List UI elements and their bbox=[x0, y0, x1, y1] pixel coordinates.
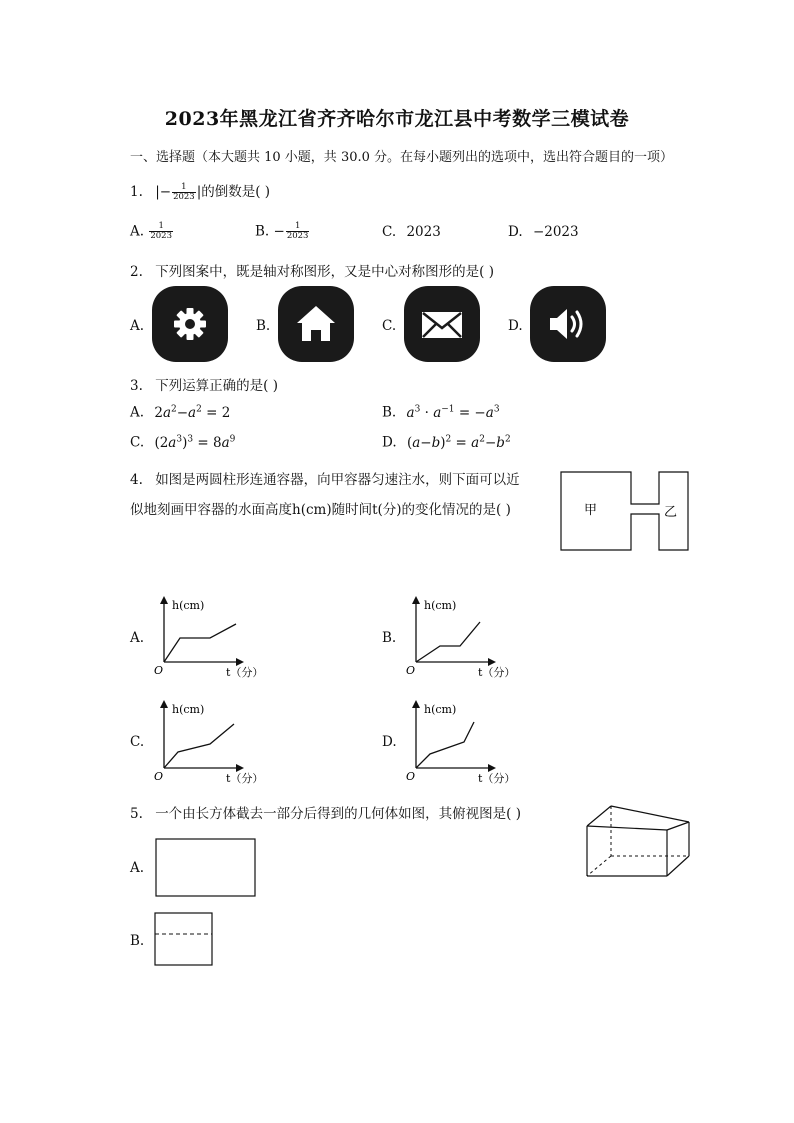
graph-x-label: t（分） bbox=[478, 772, 516, 785]
question-4-line2: 似地刻画甲容器的水面高度h(cm)随时间t(分)的变化情况的是( ) bbox=[130, 502, 511, 518]
fraction-denominator: 2023 bbox=[150, 231, 172, 242]
option-label: B. bbox=[255, 223, 270, 240]
q2-option-b-tile[interactable] bbox=[278, 286, 354, 362]
graph-origin: O bbox=[406, 664, 416, 677]
q2-option-c-tile[interactable] bbox=[404, 286, 480, 362]
graph-x-label: t（分） bbox=[478, 666, 516, 679]
q5-option-a-figure[interactable] bbox=[155, 838, 257, 898]
option-fraction bbox=[286, 222, 310, 242]
graph-origin: O bbox=[406, 770, 416, 783]
graph-line bbox=[164, 624, 236, 662]
container-right-label: 乙 bbox=[664, 505, 678, 520]
option-label: C. bbox=[382, 224, 397, 240]
graph-line bbox=[416, 622, 480, 662]
graph-line bbox=[416, 722, 474, 768]
graph-origin: O bbox=[154, 664, 164, 677]
question-number: 2. bbox=[130, 264, 143, 280]
option-value: −2023 bbox=[532, 224, 579, 240]
option-sign: − bbox=[273, 223, 285, 240]
q4-option-a-graph[interactable] bbox=[152, 592, 282, 684]
connected-containers-diagram bbox=[560, 470, 692, 554]
q2-option-b-label[interactable]: B. bbox=[256, 318, 271, 334]
fraction-numerator: 1 bbox=[158, 221, 164, 231]
gear-icon bbox=[152, 286, 228, 362]
graph-y-label: h(cm) bbox=[172, 599, 205, 612]
fraction-denominator: 2023 bbox=[286, 231, 309, 242]
question-5 bbox=[130, 802, 521, 822]
q5-option-b-label[interactable]: B. bbox=[130, 933, 145, 949]
q4-option-c-label[interactable]: C. bbox=[130, 734, 145, 750]
graph-y-label: h(cm) bbox=[424, 599, 457, 612]
graph-y-label: h(cm) bbox=[172, 703, 205, 716]
home-icon bbox=[278, 286, 354, 362]
q2-option-a-label[interactable]: A. bbox=[130, 318, 145, 334]
question-text: 下列运算正确的是( ) bbox=[155, 378, 279, 394]
question-number: 4. bbox=[130, 472, 143, 488]
question-text: 下列图案中，既是轴对称图形，又是中心对称图形的是( ) bbox=[155, 264, 495, 280]
q1-option-b[interactable] bbox=[255, 222, 310, 242]
option-label: D. bbox=[508, 224, 523, 240]
option-formula: $(a-b)^2 = a^2-b^2$ bbox=[406, 434, 511, 451]
q3-option-b[interactable] bbox=[382, 404, 500, 421]
option-formula: $a^3 \cdot a^{-1} = -a^3$ bbox=[406, 404, 500, 421]
q2-option-d-label[interactable]: D. bbox=[508, 318, 523, 334]
q1-option-a[interactable] bbox=[130, 222, 174, 242]
cut-cuboid-diagram bbox=[585, 804, 693, 880]
graph-x-label: t（分） bbox=[226, 666, 264, 679]
q1-prefix: |− bbox=[155, 184, 172, 200]
question-1 bbox=[130, 180, 270, 202]
q5-option-a-label[interactable]: A. bbox=[130, 860, 145, 876]
option-label: A. bbox=[130, 404, 145, 421]
option-formula: $2a^2-a^2 = 2$ bbox=[154, 404, 231, 421]
option-value: 2023 bbox=[406, 224, 441, 240]
graph-y-label: h(cm) bbox=[424, 703, 457, 716]
speaker-icon bbox=[530, 286, 606, 362]
graph-x-label: t（分） bbox=[226, 772, 264, 785]
q4-option-b-graph[interactable] bbox=[404, 592, 534, 684]
q2-option-d-tile[interactable] bbox=[530, 286, 606, 362]
question-number: 3. bbox=[130, 378, 143, 394]
option-label: D. bbox=[382, 434, 397, 451]
question-number: 5. bbox=[130, 806, 143, 822]
question-4 bbox=[130, 468, 520, 488]
fraction-numerator: 1 bbox=[294, 221, 301, 231]
q2-option-c-label[interactable]: C. bbox=[382, 318, 397, 334]
q3-option-a[interactable] bbox=[130, 404, 230, 421]
q4-option-d-graph[interactable] bbox=[404, 696, 534, 788]
q4-option-b-label[interactable]: B. bbox=[382, 630, 397, 646]
q1-suffix: |的倒数是( ) bbox=[196, 184, 271, 200]
page-title: 2023年黑龙江省齐齐哈尔市龙江县中考数学三模试卷 bbox=[164, 108, 630, 130]
graph-origin: O bbox=[154, 770, 164, 783]
q1-option-d[interactable] bbox=[508, 224, 579, 240]
option-formula: $(2a^3)^3 = 8a^9$ bbox=[154, 434, 236, 451]
option-label: A. bbox=[130, 223, 145, 240]
mail-icon bbox=[404, 286, 480, 362]
option-fraction bbox=[149, 222, 173, 242]
question-3 bbox=[130, 374, 278, 394]
q3-option-d[interactable] bbox=[382, 434, 511, 451]
q4-option-c-graph[interactable] bbox=[152, 696, 282, 788]
q3-option-c[interactable] bbox=[130, 434, 235, 451]
option-label: C. bbox=[130, 434, 145, 451]
q1-option-c[interactable] bbox=[382, 224, 441, 240]
q5-option-b-figure[interactable] bbox=[154, 912, 214, 967]
option-label: B. bbox=[382, 404, 397, 421]
fraction-denominator: 2023 bbox=[173, 192, 195, 202]
q1-fraction bbox=[172, 183, 196, 203]
q4-option-a-label[interactable]: A. bbox=[130, 630, 145, 646]
container-left-label: 甲 bbox=[584, 503, 598, 518]
q2-option-a-tile[interactable] bbox=[152, 286, 228, 362]
question-number: 1. bbox=[130, 184, 143, 200]
section-heading: 一、选择题（本大题共 10 小题，共 30.0 分。在每小题列出的选项中，选出符合题目的一项） bbox=[130, 150, 674, 165]
question-text: 一个由长方体截去一部分后得到的几何体如图，其俯视图是( ) bbox=[155, 806, 522, 822]
fraction-numerator: 1 bbox=[181, 181, 187, 192]
question-2 bbox=[130, 260, 494, 280]
q4-option-d-label[interactable]: D. bbox=[382, 734, 397, 750]
graph-line bbox=[164, 724, 234, 768]
question-text-line1: 如图是两圆柱形连通容器，向甲容器匀速注水，则下面可以近 bbox=[155, 472, 520, 488]
